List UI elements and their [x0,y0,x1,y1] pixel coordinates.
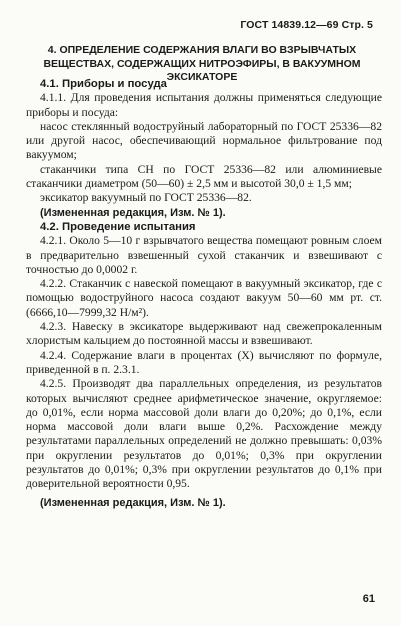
section-title: 4. ОПРЕДЕЛЕНИЕ СОДЕРЖАНИЯ ВЛАГИ ВО ВЗРЫВЧАТЫХ ВЕЩЕСТВАХ, СОДЕРЖАЩИХ НИТРОЭФИРЫ, В ВАКУУМНОМ ЭКСИКАТОРЕ [43,44,361,83]
equipment-heading: 4.1. Приборы и посуда [40,78,167,90]
paragraph-4-1-1: 4.1.1. Для проведения испытания должны применяться следующие приборы и посуда: [26,91,382,119]
paragraph-4-2-1: 4.2.1. Около 5—10 г взрывчатого вещества помещают ровным слоем в предварительно взвешенный сухой стаканчик и взвешивают с точностью до 0,0002 г. [26,234,382,276]
item-pump: насос стеклянный водоструйный лабораторный по ГОСТ 25336—82 или другой насос, обеспечивающий нормальное фильтрование под вакуумом; [26,119,382,162]
page-header: ГОСТ 14839.12—69 Стр. 5 [240,19,373,31]
paragraph-4-2-2: 4.2.2. Стаканчик с навеской помещают в вакуумный эксикатор, где с помощью водоструйного насоса создают вакуум 50—60 мм рт. ст. (6666,10—7999,32 Н/м²). [26,277,382,319]
amendment-note-2: (Измененная редакция, Изм. № 1). [40,496,226,509]
item-desiccator: эксикатор вакуумный по ГОСТ 25336—82. [40,191,252,205]
item-cups: стаканчики типа СН по ГОСТ 25336—82 или алюминиевые стаканчики диаметром (50—60) ± 2,5 мм и высотой 30,0 ± 1,5 мм; [26,162,382,191]
paragraph-4-2-5: 4.2.5. Производят два параллельных определения, из результатов которых вычисляют среднее арифметическое значение, округляемое: до 0,01%, если норма массовой доли влаги до 0,20%; до 0,1%, если норма массовой доли влаги выше 0,2%. Расхождение между результатами параллельных определений не должно превышать: 0,03% при округлении результатов до 0,01%; 0,3% при округлении результатов до 0,01%; 0,3% при округлении результатов до 0,1% при доверительной вероятности 0,95. [26,377,382,491]
procedure-heading: 4.2. Проведение испытания [40,220,196,233]
amendment-note-1: (Измененная редакция, Изм. № 1). [40,206,226,219]
page-number: 61 [362,593,375,605]
section-body [26,77,382,510]
paragraph-4-2-4: 4.2.4. Содержание влаги в процентах (X) вычисляют по формуле, приведенной в п. 2.3.1. [26,348,382,376]
paragraph-4-2-3: 4.2.3. Навеску в эксикаторе выдерживают над свежепрокаленным хлористым кальцием до постоянной массы и взвешивают. [26,320,382,348]
